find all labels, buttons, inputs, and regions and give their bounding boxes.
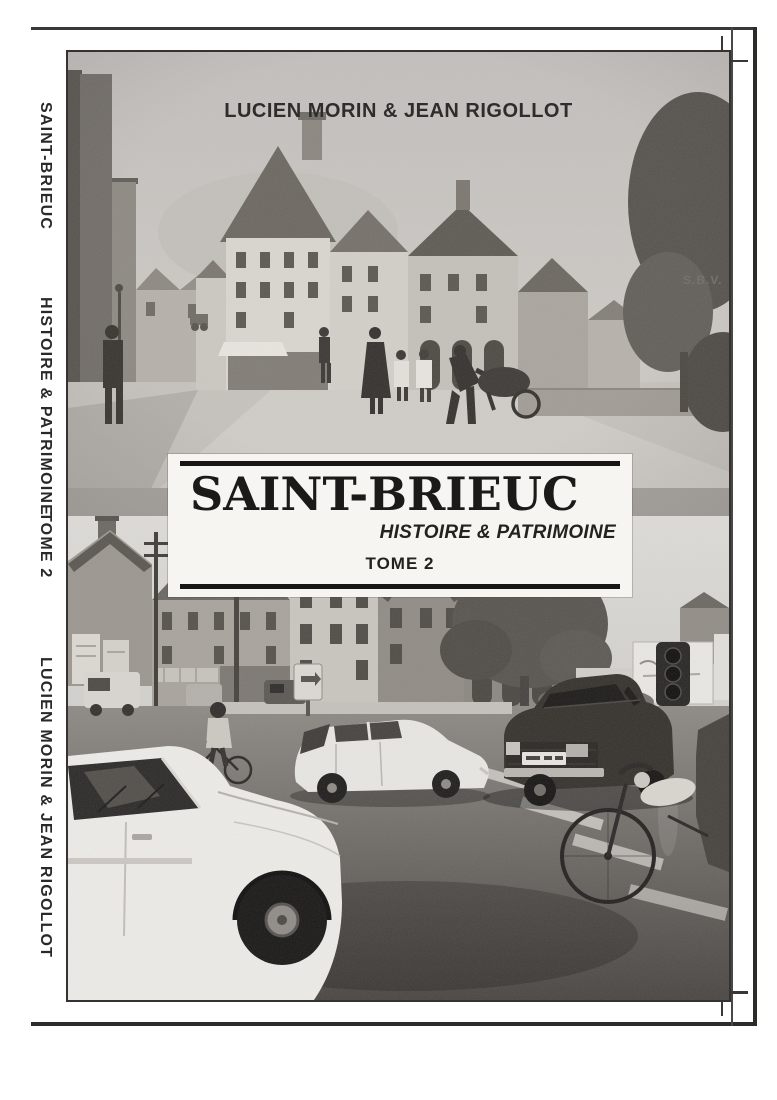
fold-guide-line xyxy=(731,27,733,1026)
spine-subtitle: HISTOIRE & PATRIMOINE xyxy=(37,297,54,516)
cover-volume: TOME 2 xyxy=(365,554,435,573)
top-trim-rule xyxy=(31,27,757,30)
wall-advert-sbv: S.B.V. xyxy=(682,273,723,287)
title-box xyxy=(168,454,632,597)
right-trim-rule xyxy=(753,27,757,1026)
spine-title: SAINT-BRIEUC xyxy=(37,102,54,231)
spine-volume: TOME 2 xyxy=(37,512,54,579)
cover-title: SAINT-BRIEUC xyxy=(190,467,579,521)
title-box-bottom-rule xyxy=(180,584,620,589)
cover-author-header: LUCIEN MORIN & JEAN RIGOLLOT xyxy=(224,100,573,122)
spine-authors: LUCIEN MORIN & JEAN RIGOLLOT xyxy=(37,657,54,959)
bottom-trim-rule xyxy=(31,1022,757,1026)
title-box-top-rule xyxy=(180,461,620,466)
cover-subtitle: HISTOIRE & PATRIMOINE xyxy=(379,522,616,543)
